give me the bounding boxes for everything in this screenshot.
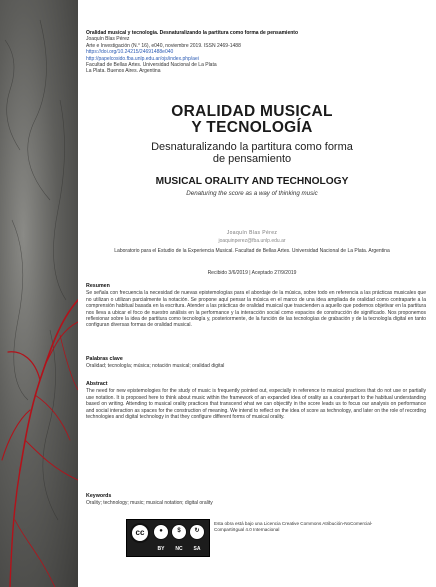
title-spanish-line1: ORALIDAD MUSICAL bbox=[171, 103, 333, 120]
author-name: Joaquín Blas Pérez bbox=[226, 230, 278, 236]
doi-link[interactable]: https://doi.org/10.24215/24691488e040 bbox=[86, 49, 174, 56]
cc-logo-icon: cc bbox=[130, 523, 150, 543]
palabras-clave-section bbox=[86, 356, 426, 370]
by-label: BY bbox=[157, 546, 165, 552]
subtitle-spanish-line2: de pensamiento bbox=[212, 153, 292, 165]
abstract-text: The need for new epistemologies for the study of music is frequently pointed out, especially in reference to musical practices that do not use or partially use notation. It is proposed here to think about music within the framework of an expanded idea of orality as a counterpart to the habitual understanding based on writing. Attending to musical orality practices that transcend what we can objectify in the score leads us to focus our analysis on performance and social interaction as spaces for the construction of meaning. We intend to reflect on the idea of score as technology, and later on the role of recording technologies and digital technology in that they configure different forms of musical orality. bbox=[86, 388, 426, 421]
header-city: La Plata. Buenos Aires. Argentina bbox=[86, 68, 161, 75]
author-affiliation: Laboratorio para el Estudio de la Experiencia Musical. Facultad de Bellas Artes. Universidad Nacional de La Plata. Argentina bbox=[114, 248, 390, 254]
header-faculty: Facultad de Bellas Artes. Universidad Nacional de La Plata bbox=[86, 62, 217, 69]
red-thread-decoration bbox=[0, 0, 78, 587]
article-header bbox=[86, 30, 386, 75]
abstract-heading: Abstract bbox=[86, 381, 108, 387]
license-block bbox=[126, 519, 386, 559]
nc-label: NC bbox=[175, 546, 183, 552]
title-spanish bbox=[78, 104, 426, 136]
subtitle-spanish-line1: Desnaturalizando la partitura como forma bbox=[151, 141, 353, 153]
license-text: Esta obra está bajo una Licencia Creative Commons Atribución-NoComercial-CompartirIgual 4.0 Internacional bbox=[214, 521, 373, 532]
cover-image-strip bbox=[0, 0, 78, 587]
abstract-section bbox=[86, 381, 426, 420]
sharealike-icon: ↻ bbox=[189, 524, 205, 540]
palabras-clave-text: Oralidad; tecnología; música; notación musical; oralidad digital bbox=[86, 363, 225, 370]
header-title: Oralidad musical y tecnología. Desnaturalizando la partitura como forma de pensamiento bbox=[86, 30, 298, 36]
subtitle-english: Denaturing the score as a way of thinking music bbox=[186, 190, 318, 197]
title-english: MUSICAL ORALITY AND TECHNOLOGY bbox=[155, 176, 349, 187]
sa-label: SA bbox=[193, 546, 201, 552]
resumen-text: Se señala con frecuencia la necesidad de nuevas epistemologías para el abordaje de la música, sobre todo en referencia a las prácticas musicales que no utilizan o utilizan parcialmente la notación. Se propone aquí pensar la música en el marco de una idea ampliada de oralidad como contraparte a la comprensión habitual basada en la escritura. Atender a las prácticas de oralidad musical que trascienden a aquello que podemos objetivar en la partitura nos lleva a ubicar el foco de nuestro análisis en la performance y la interacción social como espacios de construcción de significado. Nos proponemos reflexionar sobre la idea de partitura como tecnología y, posteriormente, de la función de las tecnologías de grabación y de la tecnología digital en tanto configuran diversas formas de oralidad musical. bbox=[86, 290, 426, 329]
attribution-icon: ● bbox=[153, 524, 169, 540]
journal-url-link[interactable]: http://papelcosido.fba.unlp.edu.ar/ojs/index.php/aei bbox=[86, 55, 199, 62]
resumen-heading: Resumen bbox=[86, 283, 110, 289]
subtitle-spanish bbox=[78, 141, 426, 165]
title-spanish-line2: Y TECNOLOGÍA bbox=[191, 119, 313, 136]
keywords-section bbox=[86, 493, 426, 507]
cc-license-badge[interactable] bbox=[126, 519, 210, 557]
palabras-clave-heading: Palabras clave bbox=[86, 356, 123, 362]
keywords-text: Orality; technology; music; musical notation; digital orality bbox=[86, 500, 213, 507]
header-journal: Arte e Investigación (N.° 16), e040, noviembre 2019. ISSN 2469-1488 bbox=[86, 42, 241, 49]
keywords-heading: Keywords bbox=[86, 493, 112, 499]
resumen-section bbox=[86, 283, 426, 329]
author-email[interactable]: joaquinperez@fba.unlp.edu.ar bbox=[218, 238, 286, 244]
article-page bbox=[78, 0, 436, 587]
header-author: Joaquín Blas Pérez bbox=[86, 36, 130, 43]
received-accepted-dates: Recibido 3/6/2019 | Aceptado 27/9/2019 bbox=[207, 270, 297, 276]
noncommercial-icon: $ bbox=[171, 524, 187, 540]
